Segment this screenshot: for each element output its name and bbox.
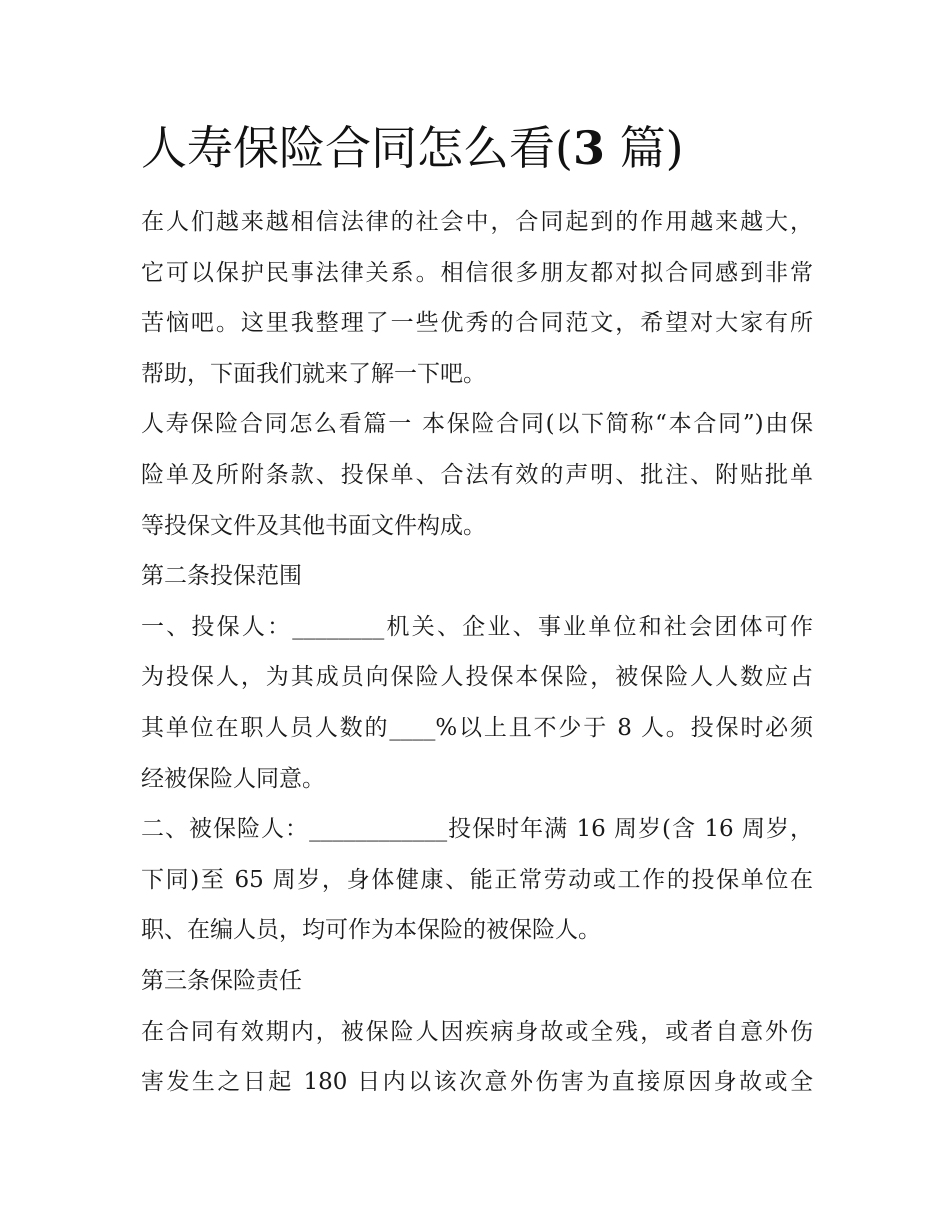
title-text-b: 篇)	[604, 121, 684, 175]
intro-line-2: 它可以保护民事法律关系。相信很多朋友都对拟合同感到非常	[141, 259, 813, 286]
title-text-a: 人寿保险合同怎么看(	[141, 121, 573, 175]
intro-line-1: 在人们越来越相信法律的社会中，合同起到的作用越来越大，	[141, 209, 813, 235]
article-one-line-3: 等投保文件及其他书面文件构成。	[141, 512, 486, 539]
section-heading-liability: 第三条保险责任	[141, 967, 302, 994]
article-one-line-2: 险单及所附条款、投保单、合法有效的声明、批注、附贴批单	[141, 461, 813, 488]
intro-line-3: 苦恼吧。这里我整理了一些优秀的合同范文，希望对大家有所	[141, 310, 813, 337]
policyholder-line-2: 为投保人，为其成员向保险人投保本保险，被保险人人数应占	[141, 664, 813, 691]
insured-line-1: 二、被保险人：____________投保时年满 16 周岁(含 16 周岁，	[141, 816, 813, 843]
article-one-line-1: 人寿保险合同怎么看篇一 本保险合同(以下简称“本合同”)由保	[141, 411, 813, 438]
insured-line-3: 职、在编人员，均可作为本保险的被保险人。	[141, 917, 601, 944]
liability-line-1: 在合同有效期内，被保险人因疾病身故或全残，或者自意外伤	[141, 1018, 813, 1045]
document-title	[141, 118, 841, 178]
title-count: 3	[572, 121, 605, 175]
liability-line-2: 害发生之日起 180 日内以该次意外伤害为直接原因身故或全	[141, 1069, 813, 1096]
policyholder-line-1: 一、投保人：________机关、企业、事业单位和社会团体可作	[141, 613, 813, 640]
policyholder-line-3: 其单位在职人员人数的____%以上且不少于 8 人。投保时必须	[141, 714, 813, 741]
intro-line-4: 帮助，下面我们就来了解一下吧。	[141, 360, 486, 387]
insured-line-2: 下同)至 65 周岁，身体健康、能正常劳动或工作的投保单位在	[141, 866, 813, 893]
section-heading-scope: 第二条投保范围	[141, 563, 302, 590]
document-body	[141, 202, 813, 1113]
policyholder-line-4: 经被保险人同意。	[141, 765, 325, 792]
